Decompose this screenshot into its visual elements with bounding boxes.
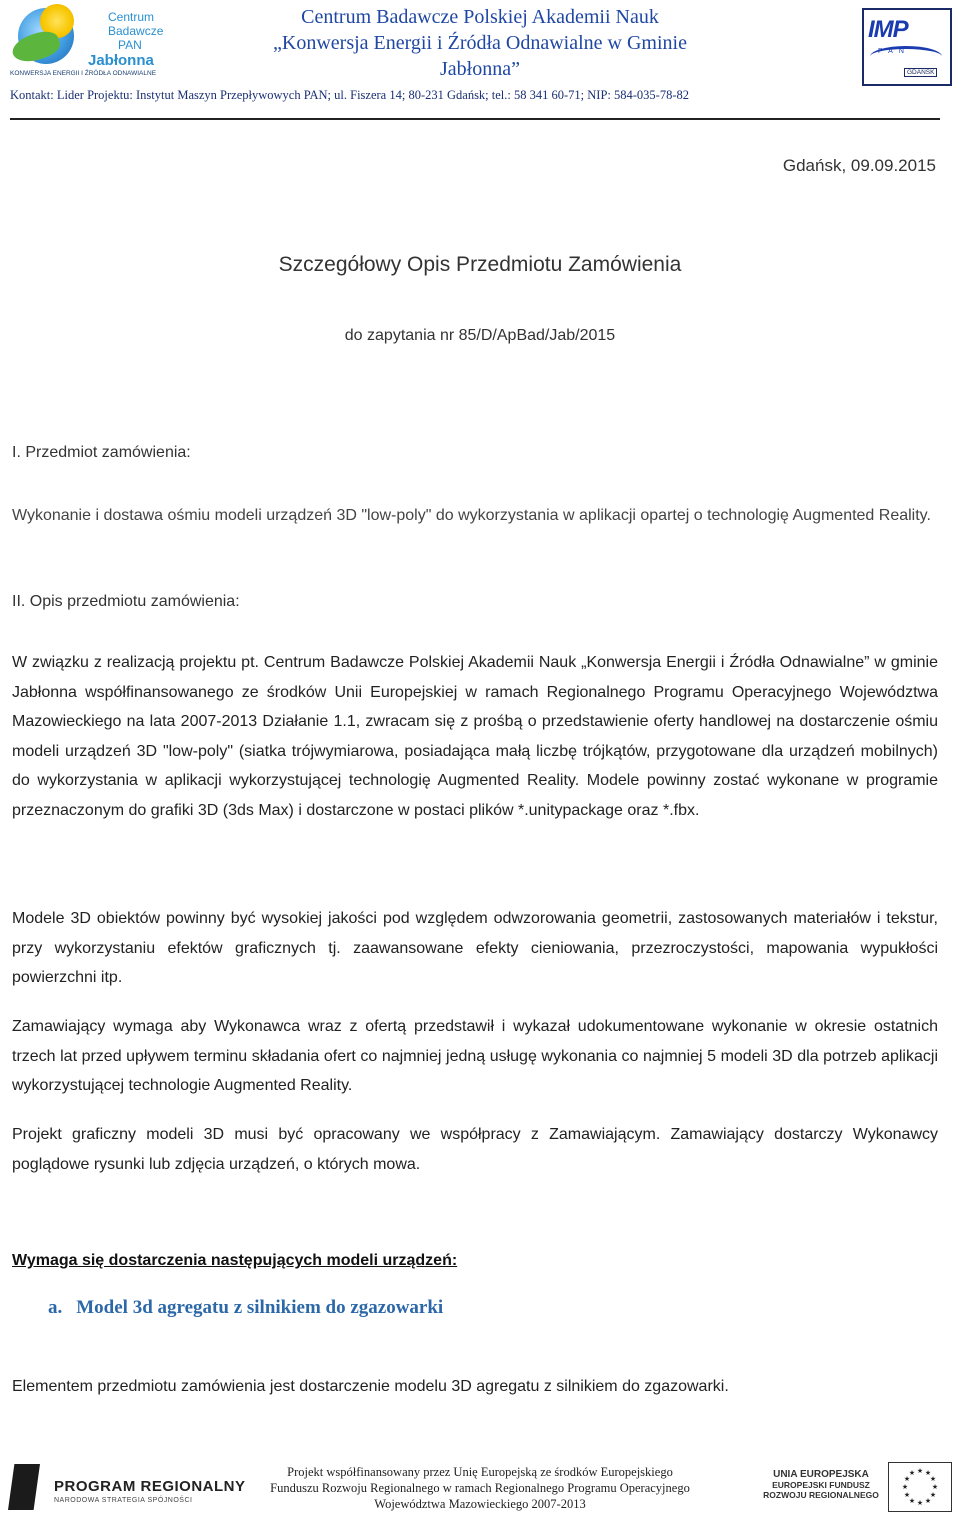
svg-text:★: ★ — [916, 1467, 924, 1475]
paragraph-1: W związku z realizacją projektu pt. Centrum Badawcze Polskiej Akademii Nauk „Konwersja Energii i Źródła Odnawialne” w gminie Jabłonna współfinansowanego ze środków Unii Europejskiej w ramach Regionalnego Programu Operacyjnego Województwa Mazowieckiego na lata 2007-2013 Działanie 1.1, zwracam się z prośbą o przedstawienie oferty handlowej na dostarczenie ośmiu modeli urządzeń 3D "low-poly" (siatka trójwymiarowa, posiadająca małą liczbę trójkątów, przygotowane dla urządzeń mobilnych) do wykorzystania w aplikacji wykorzystującej technologię Augmented Reality. Modele powinny zostać wykonane w programie przeznaczonym do grafiki 3D (3ds Max) i dostarczone w postaci plików *.unitypackage oraz *.fbx. — [12, 654, 938, 819]
logo-tagline: KONWERSJA ENERGII I ŹRÓDŁA ODNAWIALNE — [10, 70, 157, 77]
paragraph-2: Modele 3D obiektów powinny być wysokiej jakości pod względem odwzorowania geometrii, zastosowanych materiałów i tekstur, przy wykorzystaniu efektów graficznych tj. zaawansowane efekty cieniowania, przezroczystości, mapowania wypukłości powierzchni itp. — [12, 910, 938, 986]
program-regionalny-logo-icon — [8, 1464, 40, 1510]
svg-text:★: ★ — [916, 1499, 924, 1507]
item-a-heading — [48, 1297, 443, 1319]
svg-text:★: ★ — [908, 1497, 916, 1505]
paragraph-3: Zamawiający wymaga aby Wykonawca wraz z ofertą przedstawił i wykazał udokumentowane wykonanie w okresie ostatnich trzech lat przed upływem terminu składania ofert co najmniej jedną usługę wykonania co najmniej 5 modeli 3D dla potrzeb aplikacji wykorzystującej technologie Augmented Reality. — [12, 1018, 938, 1094]
svg-text:★: ★ — [924, 1469, 932, 1477]
document-date: Gdańsk, 09.09.2015 — [782, 156, 936, 175]
svg-text:★: ★ — [931, 1483, 939, 1491]
program-subtitle: NARODOWA STRATEGIA SPÓJNOŚCI — [54, 1497, 193, 1504]
logo-text: Centrum Badawcze PAN — [108, 10, 164, 52]
eu-flag-icon — [888, 1462, 952, 1512]
header-title: Centrum Badawcze Polskiej Akademii Nauk „Konwersja Energii i Źródła Odnawialne w Gminie Jabłonna” — [273, 6, 687, 80]
funding-note: Projekt współfinansowany przez Unię Europejską ze środków Europejskiego Funduszu Rozwoju Regionalnego w ramach Regionalnego Programu Operacyjnego Województwa Mazowieckiego 2007-2013 — [270, 1465, 690, 1511]
svg-text:★: ★ — [929, 1475, 937, 1483]
svg-text:★: ★ — [903, 1475, 911, 1483]
item-a-text: Elementem przedmiotu zamówienia jest dostarczenie modelu 3D agregatu z silnikiem do zgazowarki. — [12, 1378, 729, 1395]
section-1-text: Wykonanie i dostawa ośmiu modeli urządzeń 3D "low-poly" do wykorzystania w aplikacji opartej o technologię Augmented Reality. — [12, 507, 931, 524]
svg-text:★: ★ — [924, 1497, 932, 1505]
contact-line: Kontakt: Lider Projektu: Instytut Maszyn Przepływowych PAN; ul. Fiszera 14; 80-231 Gdańsk; tel.: 58 341 60-71; NIP: 584-035-78-82 — [10, 88, 689, 102]
program-title: PROGRAM REGIONALNY — [54, 1478, 246, 1495]
section-2-heading: II. Opis przedmiotu zamówienia: — [12, 593, 240, 610]
svg-text:★: ★ — [908, 1469, 916, 1477]
cbpan-logo — [10, 4, 170, 80]
svg-text:★: ★ — [929, 1491, 937, 1499]
item-a-marker: a. — [48, 1297, 63, 1318]
header-divider — [10, 118, 940, 120]
item-a-title: Model 3d agregatu z silnikiem do zgazowarki — [76, 1297, 444, 1318]
eu-fund-label: UNIA EUROPEJSKA EUROPEJSKI FUNDUSZ ROZWOJU REGIONALNEGO — [763, 1469, 879, 1500]
section-1-heading: I. Przedmiot zamówienia: — [12, 444, 191, 461]
requirements-heading: Wymaga się dostarczenia następujących modeli urządzeń: — [12, 1252, 458, 1269]
document-title: Szczegółowy Opis Przedmiotu Zamówienia — [278, 253, 682, 276]
imp-pan-logo: IMP PAN GDAŃSK — [862, 8, 952, 86]
svg-text:★: ★ — [901, 1483, 909, 1491]
document-subtitle: do zapytania nr 85/D/ApBad/Jab/2015 — [344, 327, 616, 344]
paragraph-4: Projekt graficzny modeli 3D musi być opracowany we współpracy z Zamawiającym. Zamawiający dostarczy Wykonawcy poglądowe rysunki lub zdjęcia urządzeń, o których mowa. — [12, 1126, 938, 1173]
logo-name: Jabłonna — [88, 52, 154, 69]
svg-text:★: ★ — [903, 1491, 911, 1499]
